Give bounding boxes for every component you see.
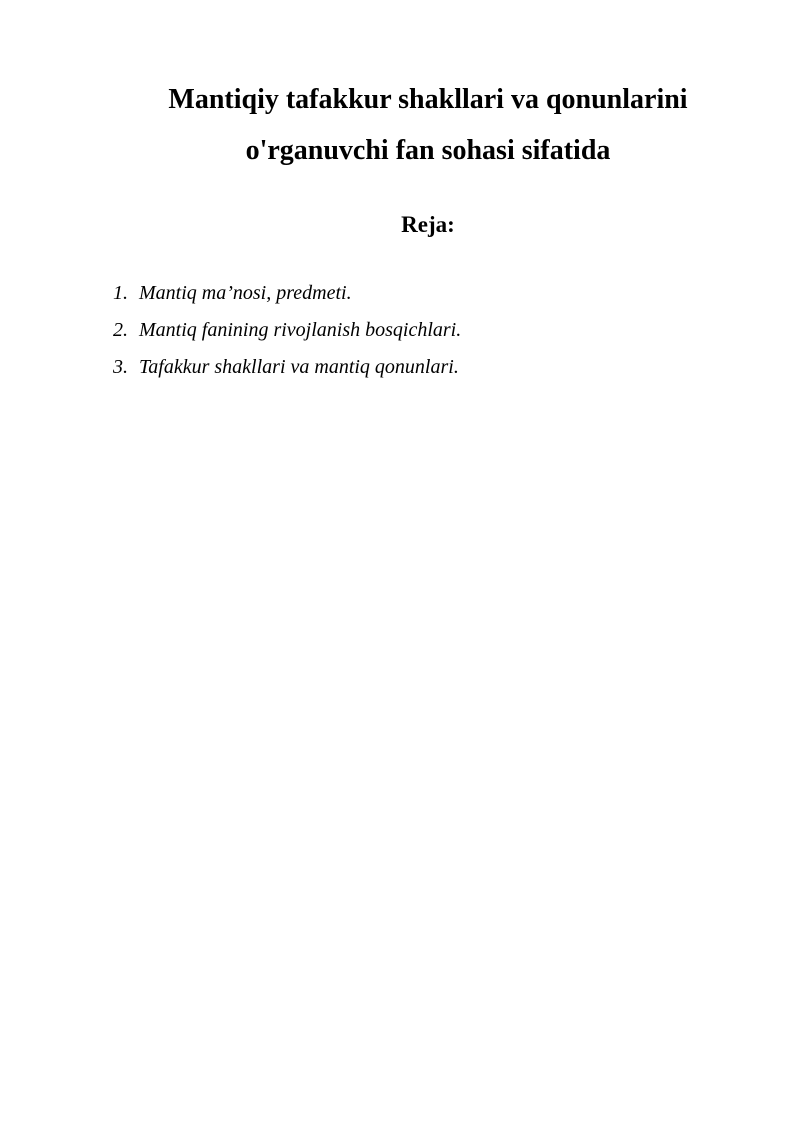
title-line-1: Mantiqiy tafakkur shakllari va qonunlarini (168, 84, 688, 115)
plan-item-number: 1. (113, 282, 128, 304)
plan-item-3 (113, 354, 461, 391)
plan-item-2 (113, 317, 461, 354)
plan-item-text: Mantiq fanining rivojlanish bosqichlari. (139, 319, 462, 341)
plan-list (113, 280, 461, 391)
plan-item-text: Tafakkur shakllari va mantiq qonunlari. (139, 356, 459, 378)
plan-item-number: 3. (113, 356, 128, 378)
plan-item-text: Mantiq ma’nosi, predmeti. (139, 282, 352, 304)
plan-item-1 (113, 280, 461, 317)
document-title (110, 74, 746, 176)
plan-heading: Reja: (401, 212, 455, 237)
title-line-2: o'rganuvchi fan sohasi sifatida (245, 135, 611, 166)
plan-item-number: 2. (113, 319, 128, 341)
